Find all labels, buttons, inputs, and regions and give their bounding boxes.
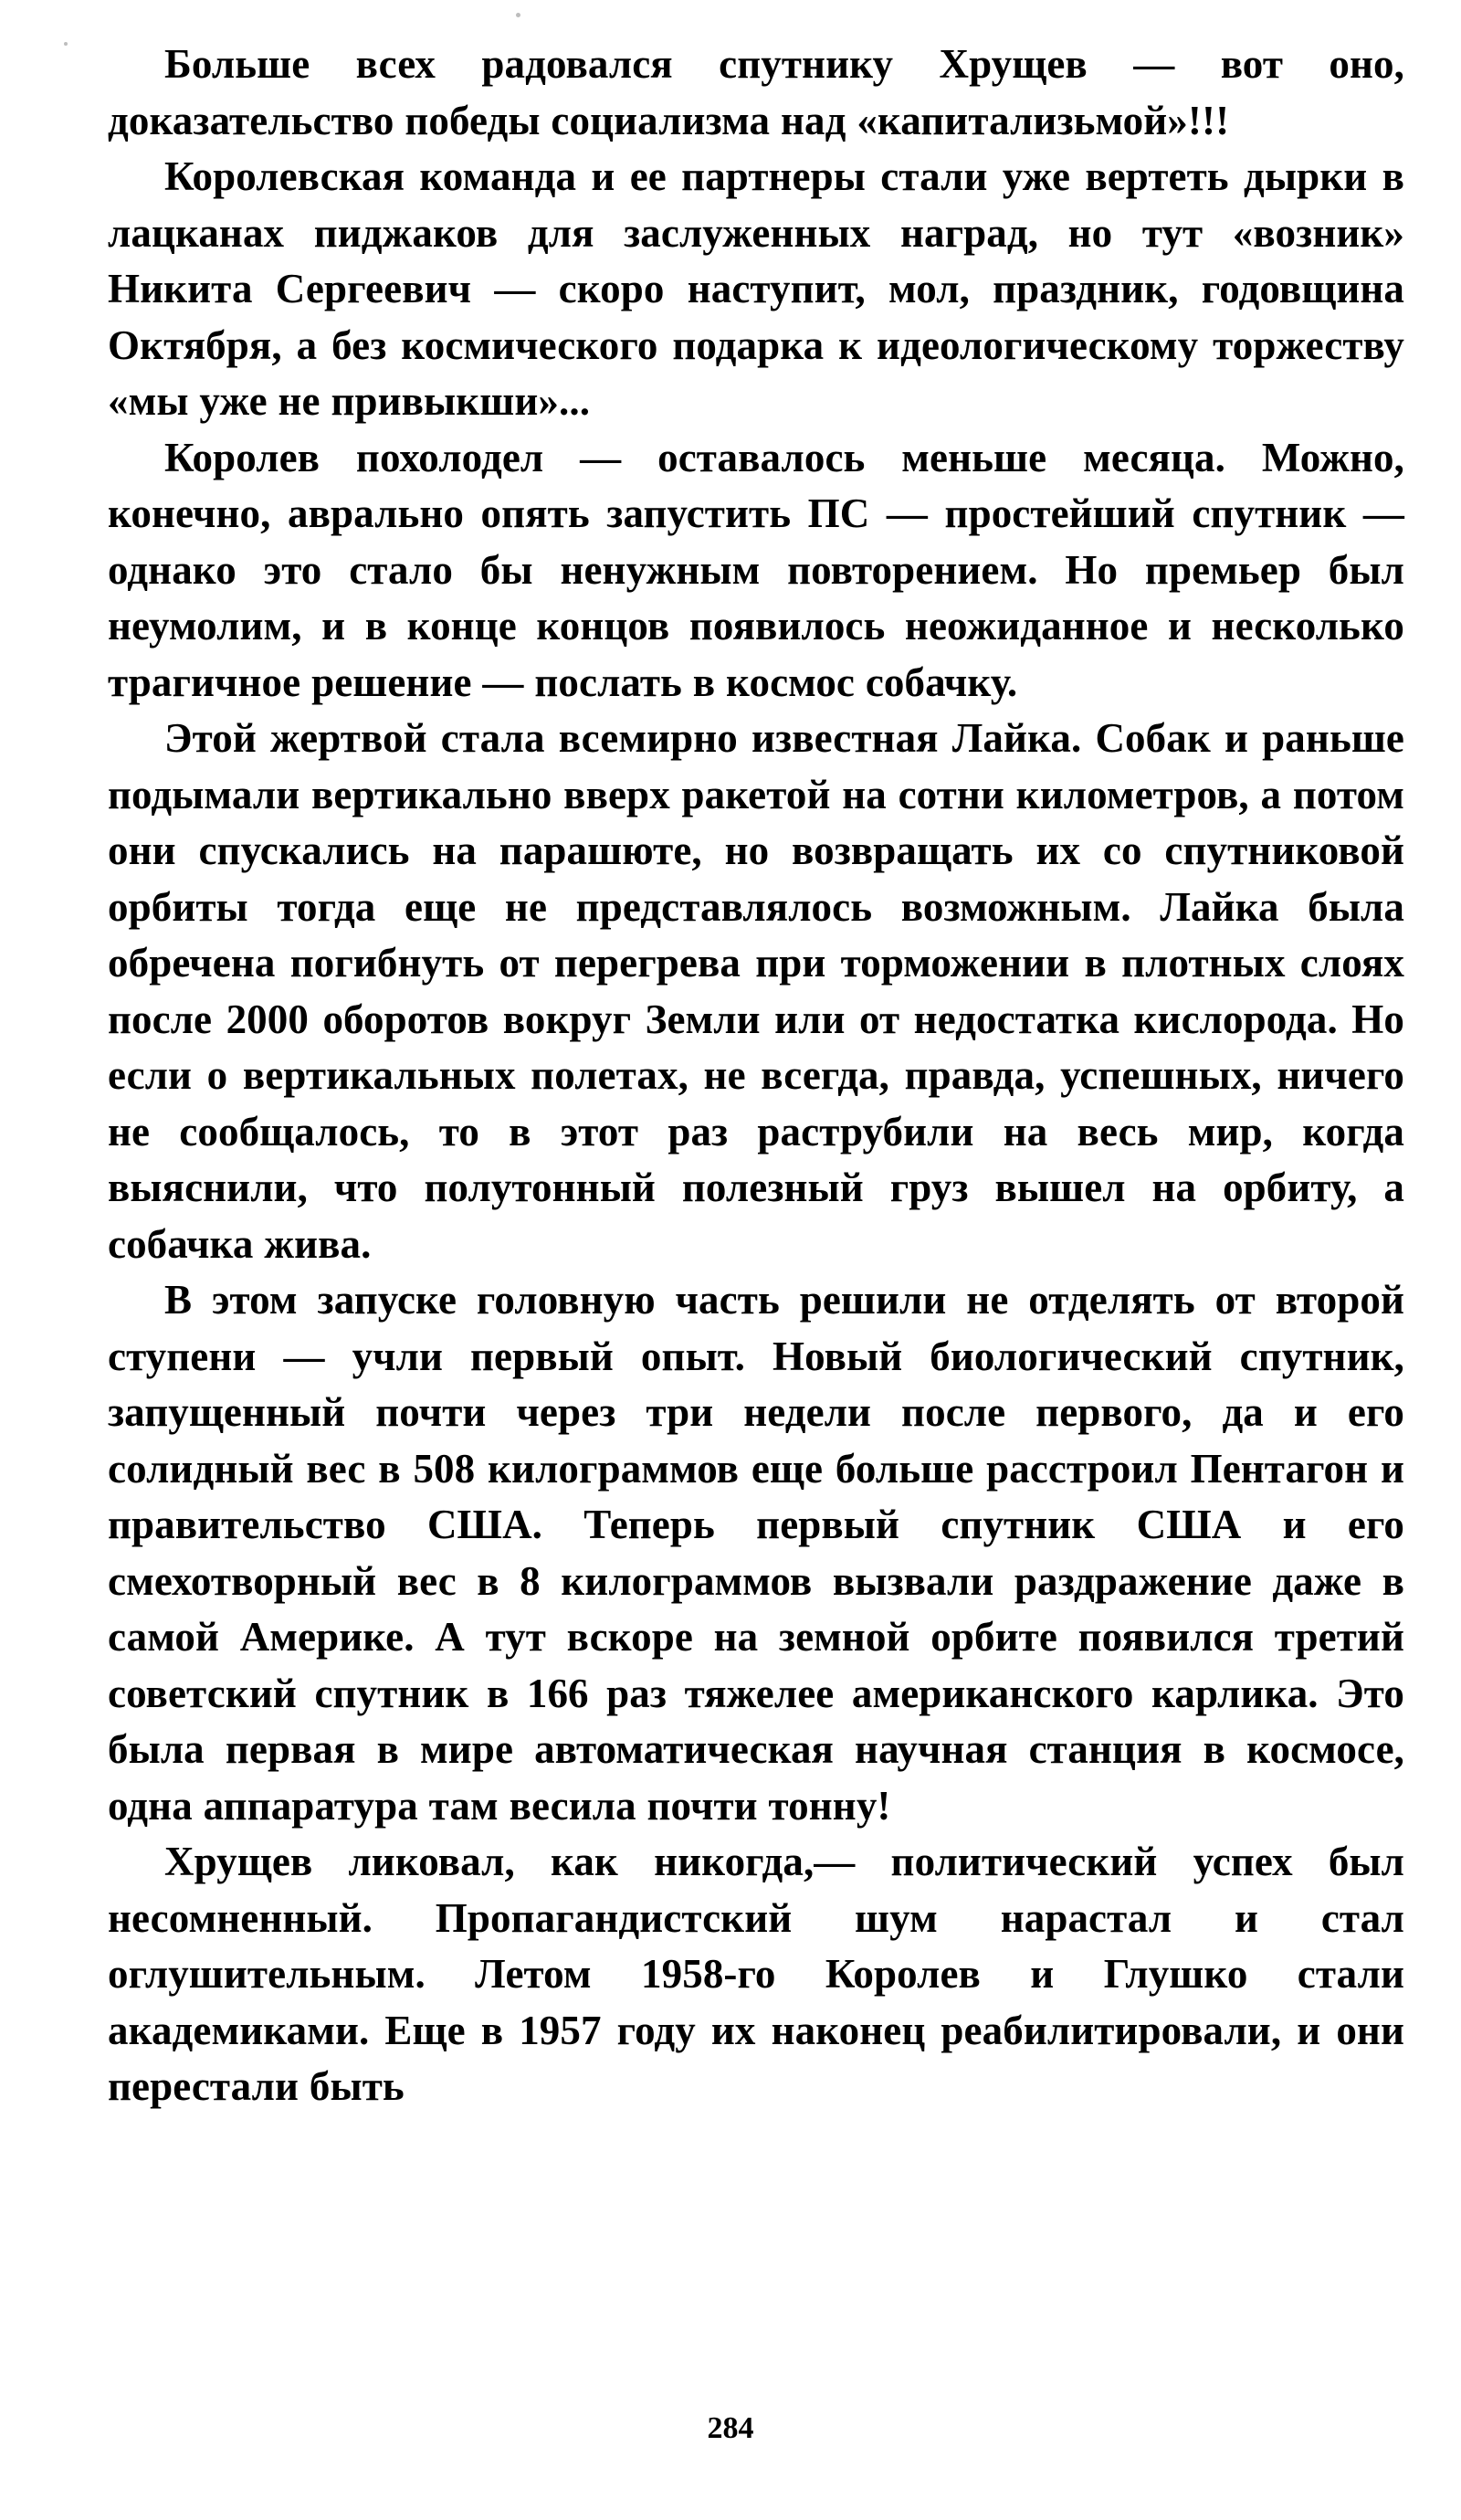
paragraph: Больше всех радовался спутнику Хрущев — вот оно, доказательство победы социализма над «капитализьмой»!!! xyxy=(108,41,1404,143)
body-text-column xyxy=(108,37,1404,2115)
paragraph: Королев похолодел — оставалось меньше месяца. Можно, конечно, аврально опять запустить ПС — простейший спутник — однако это стало бы ненужным повторением. Но премьер был неумолим, и в конце концов появилось неожиданное и несколько трагичное решение — послать в космос собачку. xyxy=(108,434,1404,705)
scan-speck xyxy=(516,13,520,17)
scan-speck xyxy=(64,42,68,46)
paragraph: Этой жертвой стала всемирно известная Лайка. Собак и раньше подымали вертикально вверх ракетой на сотни километров, а потом они спускались на парашюте, но возвращать их со спутниковой орбиты тогда еще не представлялось возможным. Лайка была обречена погибнуть от перегрева при торможении в плотных слоях после 2000 оборотов вокруг Земли или от недостатка кислорода. Но если о вертикальных полетах, не всегда, правда, успешных, ничего не сообщалось, то в этот раз раструбили на весь мир, когда выяснили, что полутонный полезный груз вышел на орбиту, а собачка жива. xyxy=(108,715,1404,1267)
paragraph: В этом запуске головную часть решили не отделять от второй ступени — учли первый опыт. Новый биологический спутник, запущенный почти через три недели после первого, да и его солидный вес в 508 килограммов еще больше расстроил Пентагон и правительство США. Теперь первый спутник США и его смехотворный вес в 8 килограммов вызвали раздражение даже в самой Америке. А тут вскоре на земной орбите появился третий советский спутник в 166 раз тяжелее американского карлика. Это была первая в мире автоматическая научная станция в космосе, одна аппаратура там весила почти тонну! xyxy=(108,1277,1404,1829)
paragraph: Королевская команда и ее партнеры стали уже вертеть дырки в лацканах пиджаков для заслуженных наград, но тут «возник» Никита Сергеевич — скоро наступит, мол, праздник, годовщина Октября, а без космического подарка к идеологическому торжеству «мы уже не привыкши»... xyxy=(108,153,1404,424)
page-number: 284 xyxy=(707,2411,754,2445)
paragraph: Хрущев ликовал, как никогда,— политический успех был несомненный. Пропагандистский шум нарастал и стал оглушительным. Летом 1958-го Королев и Глушко стали академиками. Еще в 1957 году их наконец реабилитировали, и они перестали быть xyxy=(108,1839,1404,2109)
